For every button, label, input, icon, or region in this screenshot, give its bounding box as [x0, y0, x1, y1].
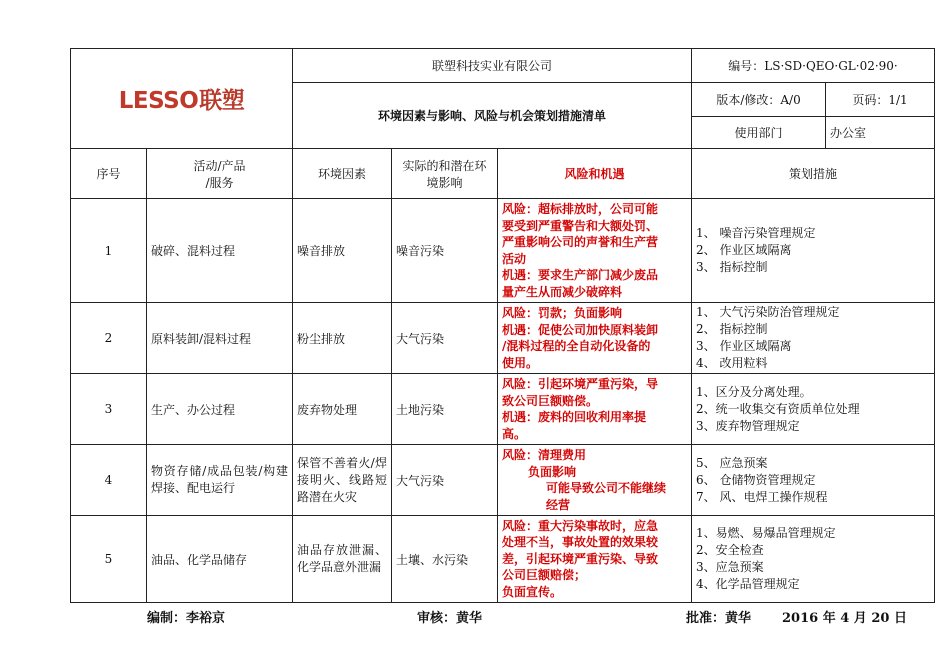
risk-line: 要受到严重警告和大额处罚、	[502, 218, 659, 233]
measure-item: 3、废弃物管理规定	[696, 418, 800, 433]
measures-cell	[692, 374, 935, 445]
risk-line: 致公司巨额赔偿。	[502, 393, 599, 408]
document-sheet	[70, 48, 934, 603]
risk-line: 风险：重大污染事故时，应急	[502, 518, 659, 533]
risk-line: 可能导致公司不能继续	[546, 481, 667, 495]
document-title: 环境因素与影响、风险与机会策划措施清单	[293, 83, 692, 149]
department-label: 使用部门	[692, 117, 826, 149]
row-number: 3	[71, 374, 147, 445]
measure-item: 3、 作业区域隔离	[696, 339, 792, 353]
risk-cell	[498, 516, 692, 603]
impact-cell: 土壤、水污染	[392, 516, 498, 603]
risk-line: 公司巨额赔偿；	[502, 568, 587, 583]
row-number: 5	[71, 516, 147, 603]
table-row	[71, 374, 935, 445]
activity-cell: 原料装卸/混料过程	[147, 303, 293, 374]
logo-cell	[71, 49, 293, 149]
signature-footer	[0, 603, 950, 627]
measure-item: 6、 仓储物资管理规定	[696, 472, 816, 487]
table-row	[71, 445, 935, 516]
risk-measures-table	[70, 48, 935, 603]
risk-line: 机遇：促使公司加快原料装卸	[502, 322, 659, 337]
approved-by: 批准：黄华	[686, 611, 752, 626]
row-number: 2	[71, 303, 147, 374]
approval-date: 2016 年 4 月 20 日	[782, 611, 907, 626]
measure-item: 7、 风、电焊工操作规程	[696, 489, 828, 504]
impact-cell: 大气污染	[392, 445, 498, 516]
factor-cell: 粉尘排放	[293, 303, 392, 374]
table-row	[71, 516, 935, 603]
measure-item: 2、 作业区域隔离	[696, 243, 792, 257]
company-name: 联塑科技实业有限公司	[293, 49, 692, 83]
column-header-risk: 风险和机遇	[498, 149, 692, 199]
measure-item: 4、化学品管理规定	[696, 577, 800, 591]
risk-line: 使用。	[502, 355, 539, 370]
measures-cell	[692, 199, 935, 303]
risk-line: 机遇：要求生产部门减少废品	[502, 268, 659, 282]
risk-line: 风险：罚款；负面影响	[502, 306, 623, 320]
impact-cell: 土地污染	[392, 374, 498, 445]
risk-line: 严重影响公司的声誉和生产营	[502, 235, 659, 249]
table-row	[71, 199, 935, 303]
factor-cell: 废弃物处理	[293, 374, 392, 445]
risk-cell	[498, 303, 692, 374]
risk-line: 风险：引起环境严重污染，导	[502, 377, 659, 391]
measure-item: 1、 噪音污染管理规定	[696, 226, 816, 240]
department-value: 办公室	[826, 117, 935, 149]
version-label: 版本/修改：A/0	[692, 83, 826, 117]
activity-cell: 油品、化学品储存	[147, 516, 293, 603]
measure-item: 3、 指标控制	[696, 260, 768, 274]
measures-cell	[692, 516, 935, 603]
risk-line: 机遇：废料的回收利用率提	[502, 410, 647, 424]
column-header-activity: 活动/产品 /服务	[147, 149, 293, 199]
risk-line: 活动	[502, 251, 527, 266]
activity-cell: 物资存储/成品包装/构建焊接、配电运行	[147, 445, 293, 516]
measure-item: 1、易燃、易爆品管理规定	[696, 526, 836, 540]
impact-cell: 噪音污染	[392, 199, 498, 303]
column-header-measures: 策划措施	[692, 149, 935, 199]
measures-cell	[692, 445, 935, 516]
risk-line: 量产生从而减少破碎料	[502, 284, 623, 299]
measure-item: 1、区分及分离处理。	[696, 384, 812, 399]
risk-line: 经营	[546, 497, 571, 512]
measure-item: 2、安全检查	[696, 543, 764, 557]
reviewed-by: 审核：黄华	[417, 611, 483, 626]
factor-cell: 油品存放泄漏、化学品意外泄漏	[293, 516, 392, 603]
activity-cell: 生产、办公过程	[147, 374, 293, 445]
measure-item: 3、应急预案	[696, 560, 764, 574]
measure-item: 2、统一收集交有资质单位处理	[696, 401, 860, 416]
risk-line: 高。	[502, 426, 527, 441]
column-header-factor: 环境因素	[293, 149, 392, 199]
risk-line: 处理不当，事故处置的效果较	[502, 535, 659, 550]
document-number: 编号：LS·SD·QEO·GL·02·90·	[692, 49, 935, 83]
row-number: 1	[71, 199, 147, 303]
impact-cell: 大气污染	[392, 303, 498, 374]
measure-item: 5、 应急预案	[696, 455, 768, 470]
column-header-no: 序号	[71, 149, 147, 199]
risk-cell	[498, 199, 692, 303]
risk-line: 风险：清理费用	[502, 448, 587, 462]
factor-cell: 噪音排放	[293, 199, 392, 303]
prepared-by: 编制：李裕京	[147, 611, 226, 626]
row-number: 4	[71, 445, 147, 516]
page-number: 页码：1/1	[826, 83, 935, 117]
measure-item: 2、 指标控制	[696, 322, 768, 336]
factor-cell: 保管不善着火/焊接明火、线路短路潜在火灾	[293, 445, 392, 516]
risk-cell	[498, 374, 692, 445]
risk-line: 风险：超标排放时，公司可能	[502, 202, 659, 216]
table-row	[71, 303, 935, 374]
risk-line: /混料过程的全自动化设备的	[502, 339, 651, 353]
measures-cell	[692, 303, 935, 374]
risk-line: 负面宣传。	[502, 584, 563, 599]
column-header-impact: 实际的和潜在环 境影响	[392, 149, 498, 199]
measure-item: 1、 大气污染防治管理规定	[696, 305, 840, 319]
measure-item: 4、 改用粒料	[696, 356, 768, 370]
risk-line: 差，引起环境严重污染、导致	[502, 551, 659, 566]
activity-cell: 破碎、混料过程	[147, 199, 293, 303]
company-logo: LESSO联塑	[118, 88, 245, 114]
risk-cell	[498, 445, 692, 516]
risk-line: 负面影响	[528, 464, 577, 479]
